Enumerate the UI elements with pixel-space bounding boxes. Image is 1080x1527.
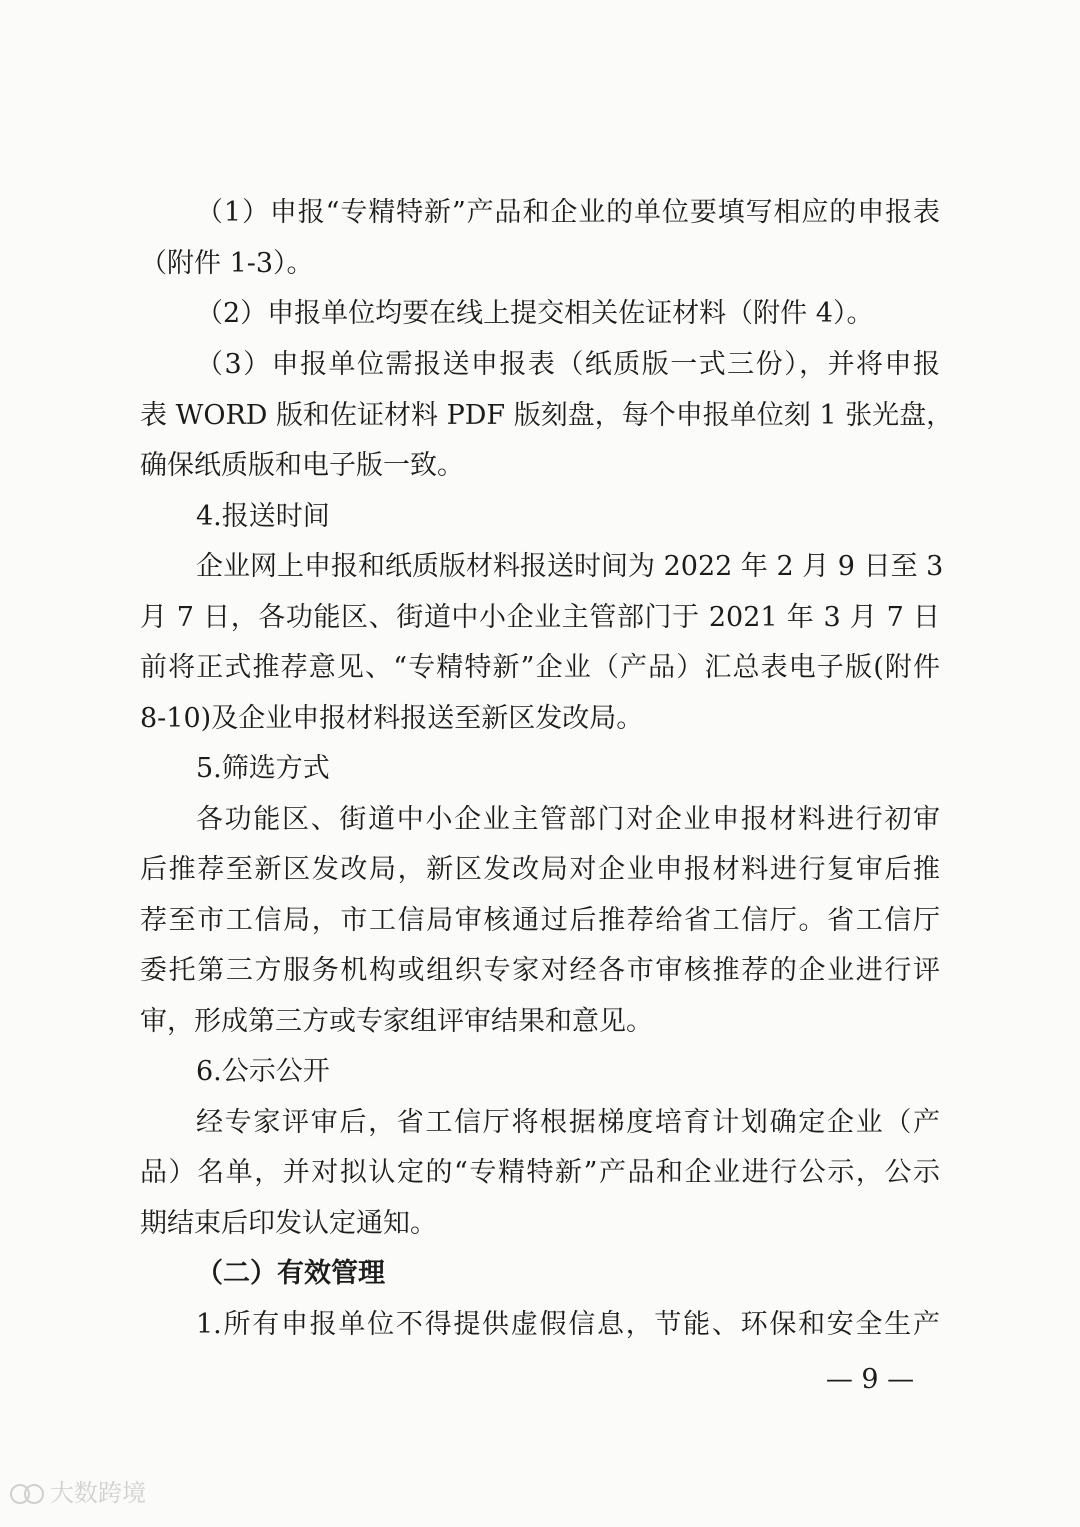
page-number: — 9 — <box>825 1364 915 1395</box>
text-line: 审，形成第三方或专家组评审结果和意见。 <box>140 1006 653 1037</box>
text-line: 1.所有申报单位不得提供虚假信息，节能、环保和安全生产 <box>196 1309 940 1340</box>
loop-logo-icon <box>10 1482 44 1504</box>
text-line: （3）申报单位需报送申报表（纸质版一式三份），并将申报 <box>196 349 940 380</box>
text-line: 月 7 日，各功能区、街道中小企业主管部门于 2021 年 3 月 7 日 <box>140 602 940 633</box>
text-line: 确保纸质版和电子版一致。 <box>140 450 464 481</box>
watermark <box>10 1478 146 1508</box>
section-heading: （二）有效管理 <box>196 1258 385 1289</box>
text-line: 经专家评审后，省工信厅将根据梯度培育计划确定企业（产 <box>196 1107 940 1138</box>
text-line: 6.公示公开 <box>196 1056 330 1087</box>
text-line: （2）申报单位均要在线上提交相关佐证材料（附件 4）。 <box>196 298 874 329</box>
text-line: 荐至市工信局，市工信局审核通过后推荐给省工信厅。省工信厅 <box>140 905 940 936</box>
text-line: 期结束后印发认定通知。 <box>140 1208 437 1239</box>
text-line: （附件 1-3）。 <box>140 248 314 279</box>
text-line: 后推荐至新区发改局，新区发改局对企业申报材料进行复审后推 <box>140 854 940 885</box>
text-line: 表 WORD 版和佐证材料 PDF 版刻盘，每个申报单位刻 1 张光盘， <box>140 400 954 431</box>
watermark-text: 大数跨境 <box>50 1479 146 1507</box>
text-line: 8-10)及企业申报材料报送至新区发改局。 <box>140 703 644 734</box>
text-line: 企业网上申报和纸质版材料报送时间为 2022 年 2 月 9 日至 3 <box>196 551 944 582</box>
text-line: 4.报送时间 <box>196 501 330 532</box>
text-line: 品）名单，并对拟认定的“专精特新”产品和企业进行公示，公示 <box>140 1157 940 1188</box>
text-line: 5.筛选方式 <box>196 753 330 784</box>
text-line: 委托第三方服务机构或组织专家对经各市审核推荐的企业进行评 <box>140 955 940 986</box>
text-line: 前将正式推荐意见、“专精特新”企业（产品）汇总表电子版(附件 <box>140 652 940 683</box>
text-line: 各功能区、街道中小企业主管部门对企业申报材料进行初审 <box>196 804 940 835</box>
text-line: （1）申报“专精特新”产品和企业的单位要填写相应的申报表 <box>196 197 940 228</box>
